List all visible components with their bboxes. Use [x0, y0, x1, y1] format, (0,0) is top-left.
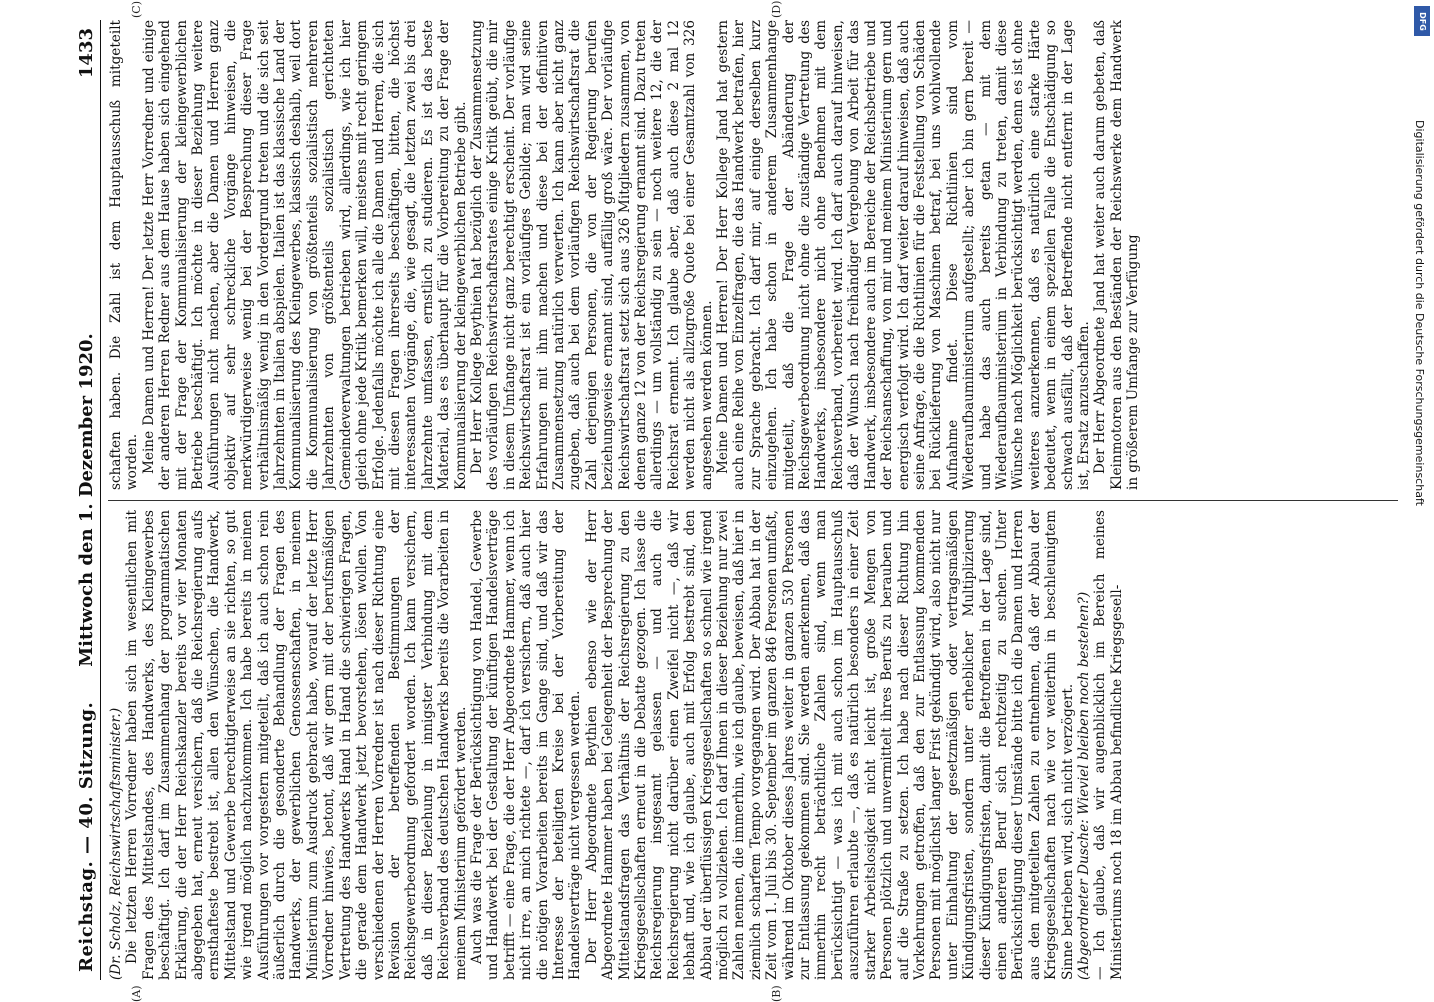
paragraph: Der Herr Abgeordnete Jand hat weiter auch darum gebeten, daß Kleinmotoren aus den Beständen der Reichswerke dem Handwerk in größerem Umfange zur Verfügung: [1092, 20, 1142, 490]
left-column: [108, 510, 1398, 980]
paragraph: — Ich glaube, daß wir augenblicklich im Bereich meines Ministeriums noch 18 im Abbau befindliche Kriegsgesell-: [1092, 510, 1125, 980]
digitization-note-text: Digitalisierung gefördert durch die Deutsche Forschungsgemeinschaft: [1413, 120, 1426, 506]
paragraph: Meine Damen und Herren! Der letzte Herr Vorredner und einige der anderen Herren Redner aus dem Hause haben sich eingehend mit der Frage der Kommunalisierung der kleingewerblichen Betriebe beschäftigt. Ich möchte in dieser Beziehung weitere Ausführungen nicht machen, aber die Damen und Herren ganz objektiv auf sehr schreckliche Vorgänge hinweisen, die merkwürdigerweise wenig bei der Besprechung dieser Frage verhältnismäßig wenig in den Vordergrund treten und die sich seit Jahrzehnten in Italien abspielen. Italien ist das klassische Land der Kommunalisierung des Kleingewerbes, klassisch deshalb, weil dort die Kommunalisierung von größtenteils sozialistisch mehreren Jahrzehnten von größtenteils sozialistisch gerichteten Gemeindeverwaltungen betrieben wird, allerdings, wie ich hier gleich ohne jede Kritik bemerken will, meistens mit recht geringem Erfolge. Jedenfalls möchte ich alle die Damen und Herren, die sich mit diesen Fragen ihrerseits beschäftigen, bitten, die höchst interessanten Vorgänge, die, wie gesagt, die letzten zwei bis drei Jahrzehnte umfassen, ernstlich zu studieren. Es ist das beste Material, das es überhaupt für die Vorbereitung zu der Frage der Kommunalisierung der kleingewerblichen Betriebe gibt.: [140, 20, 469, 490]
margin-marker-d: (D): [770, 0, 783, 18]
paragraph: schaften haben. Die Zahl ist dem Hauptausschuß mitgeteilt worden.: [108, 20, 141, 490]
speaker-line: (Dr. Scholz, Reichswirtschaftsminister.): [108, 707, 124, 980]
interjection: (Abgeordneter Dusche: Wieviel bleiben noch bestehen?): [1075, 591, 1092, 980]
text-columns: [108, 20, 1398, 980]
right-column: [108, 20, 1398, 490]
column-divider: [108, 500, 1398, 501]
header-date: Mittwoch den 1. Dezember 1920.: [76, 333, 97, 667]
margin-marker-a: (A): [130, 985, 143, 1002]
margin-marker-c: (C): [130, 1, 143, 18]
page-number: 1433: [76, 28, 97, 79]
paragraph: Der Herr Kollege Beythien hat bezüglich der Zusammensetzung des vorläufigen Reichswirtschaftsrates einige Kritik geübt, die mir in diesem Umfange nicht ganz berechtigt erscheint. Der vorläufige Reichswirtschaftsrat ist ein vorläufiges Gebilde; man wird seine Erfahrungen mit ihm machen und diese bei der definitiven Zusammensetzung natürlich verwerten. Ich kann aber nicht ganz zugeben, daß auch bei dem vorläufigen Reichswirtschaftsrat die Zahl derjenigen Personen, die von der Regierung berufen beziehungsweise ernannt sind, auffällig groß wäre. Der vorläufige Reichswirtschaftsrat setzt sich aus 326 Mitgliedern zusammen, von denen ganze 12 von der Reichsregierung ernannt sind. Dazu treten allerdings — um vollständig zu sein — noch weitere 12, die der Reichsrat ernennt. Ich glaube aber, daß auch diese 2 mal 12 werden nicht als allzugroße Quote bei einer Gesamtzahl von 326 angesehen werden können.: [468, 20, 715, 490]
paragraph: Auch was die Frage der Berücksichtigung von Handel, Gewerbe und Handwerk bei der Gestaltung der künftigen Handelsverträge betrifft — eine Frage, die der Herr Abgeordnete Hammer, wenn ich nicht irre, an mich richtete —, darf ich versichern, daß auch hier die nötigen Vorarbeiten bereits im Gange sind, und daß wir das Interesse der beteiligten Kreise bei der Vorbereitung der Handelsverträge nicht vergessen werden.: [468, 510, 584, 980]
paragraph: Der Herr Abgeordnete Beythien ebenso wie der Herr Abgeordnete Hammer haben bei Gelegenheit der Besprechung der Mittelstandsfragen das Verhältnis der Reichsregierung zu den Kriegsgesellschaften erneut in die Debatte gezogen. Ich lasse die Reichsregierung insgesamt gelassen — und auch die Reichsregierung nicht darüber einen Zweifel nicht —, daß wir lebhaft und, wie ich glaube, auch mit Erfolg bestrebt sind, den Abbau der überflüssigen Kriegsgesellschaften so schnell wie irgend möglich zu vollziehen. Ich darf Ihnen in dieser Beziehung nur zwei Zahlen nennen, die immerhin, wie ich glaube, beweisen, daß hier in ziemlich scharfem Tempo vorgegangen wird. Der Abbau hat in der Zeit vom 1. Juli bis 30. September im ganzen 846 Personen umfaßt, während im Oktober dieses Jahres weiter in ganzen 530 Personen zur Entlassung gekommen sind. Sie werden anerkennen, daß das immerhin recht beträchtliche Zahlen sind, wenn man berücksichtigt — was ich mit auch schon im Hauptausschuß auszuführen erlaubte —, daß es natürlich besonders in einer Zeit starker Arbeitslosigkeit nicht leicht ist, große Mengen von Personen plötzlich und unvermittelt ihres Berufs zu berauben und auf die Straße zu setzen. Ich habe nach dieser Richtung hin Vorkehrungen getroffen, daß den zur Entlassung kommenden Personen mit möglichst langer Frist gekündigt wird, also nicht nur unter Einhaltung der gesetzmäßigen oder vertragsmäßigen Kündigungsfristen, sondern unter erheblicher Multiplizierung dieser Kündigungsfristen, damit die Betroffenen in der Lage sind, einen anderen Beruf sich rechtzeitig zu suchen. Unter Berücksichtigung dieser Umstände bitte ich die Damen und Herren aus den mitgeteilten Zahlen zu entnehmen, daß der Abbau der Kriegsgesellschaften nach wie vor weiterhin in beschleunigtem Sinne betrieben wird, sich nicht verzögert.: [583, 510, 1076, 980]
digitization-note: [1400, 0, 1434, 1000]
newspaper-page: [70, 0, 1418, 1002]
page-header: [70, 20, 101, 980]
margin-marker-b: (B): [770, 985, 783, 1002]
header-left: Reichstag. — 40. Sitzung.: [76, 701, 97, 972]
paragraph: Die letzten Herren Vorredner haben sich im wesentlichen mit Fragen des Mittelstandes, des Handwerks, des Kleingewerbes beschäftigt. Ich darf im Zusammenhang der programmatischen Erklärung, die der Herr Reichskanzler bereits vor vier Monaten abgegeben hat, erneut versichern, daß die Reichsregierung aufs ernsthafteste bestrebt ist, allen den Wünschen, die Handwerk, Mittelstand und Gewerbe berechtigterweise an sie richten, so gut wie irgend möglich nachzukommen. Ich habe bereits in meinen Ausführungen vor vorgestern mitgeteilt, daß ich auch schon rein äußerlich durch die gesonderte Behandlung der Fragen des Handwerks, der gewerblichen Genossenschaften, in meinem Ministerium zum Ausdruck gebracht habe, worauf der letzte Herr Vorredner hinwies, betont, daß wir gern mit der berufsmäßigen Vertretung des Handwerks Hand in Hand die schwierigen Fragen, die gerade dem Handwerk jetzt bevorstehen, lösen wollen. Von verschiedenen der Herren Vorredner ist nach dieser Richtung eine Revision der betreffenden Bestimmungen der Reichsgewerbeordnung gefordert worden. Ich kann versichern, daß in dieser Beziehung in innigster Verbindung mit dem Reichsverband des deutschen Handwerks bereits die Vorarbeiten in meinem Ministerium gefördert werden.: [124, 510, 469, 980]
paragraph: Meine Damen und Herren! Der Herr Kollege Jand hat gestern auch eine Reihe von Einzelfragen, die das Handwerk betrafen, hier zur Sprache gebracht. Ich darf mir, auf einige derselben kurz einzugehen. Ich habe schon in anderem Zusammenhange mitgeteilt, daß die Frage der Abänderung der Reichsgewerbeordnung nicht ohne die zuständige Vertretung des Handwerks, insbesondere nicht ohne Benehmen mit dem Reichsverband, vorbereitet wird. Ich darf auch darauf hinweisen, daß der Wunsch nach freihändiger Vergebung von Arbeit für das Handwerk, insbesondere auch im Bereiche der Reichsbetriebe und der Reichsanschaffung, von mir und meinem Ministerium gern und energisch verfolgt wird. Ich darf weiter darauf hinweisen, daß auch seine Anfrage, die die Richtlinien für die Feststellung von Schäden bei Rücklieferung von Maschinen betraf, bei uns wohlwollende Aufnahme findet. Diese Richtlinien sind vom Wiederaufbauministerium aufgestellt; aber ich bin gern bereit — und habe das auch bereits getan — mit dem Wiederaufbauministerium in Verbindung zu treten, damit diese Wünsche nach Möglichkeit berücksichtigt werden, denn es ist ohne weiteres anzuerkennen, daß es natürlich eine starke Härte bedeutet, wenn in einem speziellen Falle die Entschädigung so schwach ausfällt, daß der Betreffende nicht entfernt in der Lage ist, Ersatz anzuschaffen.: [715, 20, 1092, 490]
dfg-logo-text: DFG: [1417, 11, 1427, 31]
